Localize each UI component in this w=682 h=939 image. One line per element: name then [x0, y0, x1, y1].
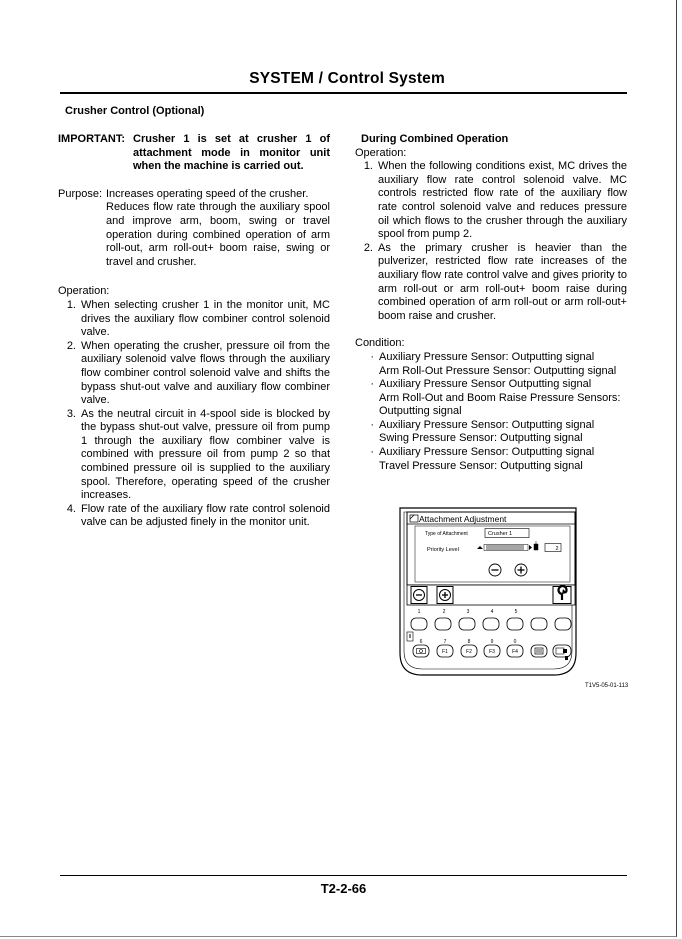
list-item: [58, 503, 330, 530]
screen-plus-button[interactable]: [515, 564, 527, 576]
list-item: [58, 299, 330, 340]
key-number: 9: [490, 639, 494, 645]
key-blank-button[interactable]: [531, 618, 547, 630]
minus-softkey-icon[interactable]: [411, 587, 427, 604]
priority-level-field: [545, 544, 561, 552]
purpose-first-line: Increases operating speed of the crusher.: [106, 187, 309, 200]
step-number: 1.: [363, 160, 373, 173]
footer-rule: [60, 875, 627, 876]
fkey-label: F2: [466, 649, 472, 655]
purpose-text: Reduces flow rate through the auxiliary spool and improve arm, boom, swing or travel operation during combined operation of arm roll-out, arm roll-out+ boom raise, swing or travel and crusher.: [106, 201, 330, 268]
step-number: 1.: [66, 298, 76, 311]
condition-text: Arm Roll-Out Pressure Sensor: Outputting signal: [379, 364, 617, 377]
key-number: 0: [513, 639, 517, 645]
bullet: ·: [370, 446, 374, 459]
step-text: As the primary crusher is heavier than the pulverizer, restricted flow rate increases of the auxiliary flow rate control valve and gives priority to arm roll-out or arm roll-out+ boom raise during combined operation of arm roll-out or arm roll-out+ boom raise and crusher.: [378, 241, 627, 322]
condition-text: Auxiliary Pressure Sensor: Outputting signal: [379, 418, 595, 431]
key-number: 8: [467, 639, 471, 645]
soft-key-bar: [407, 585, 575, 605]
condition-list: [355, 351, 627, 473]
step-text: When the following conditions exist, MC drives the auxiliary flow rate control solenoid valve. MC controls restricted flow rate of the auxiliary flow rate control solenoid valve and reduces pressure oil which flows to the crusher through the auxiliary spool from pump 2.: [378, 160, 627, 241]
header-rule: [60, 92, 627, 94]
purpose-label: Purpose:: [58, 187, 103, 200]
combined-operation-heading: During Combined Operation: [361, 133, 509, 145]
operation-steps: [355, 160, 627, 323]
list-item: [355, 446, 627, 473]
priority-level-value: 2: [555, 546, 559, 552]
operation-steps: [58, 299, 330, 530]
priority-level-label: Priority Level: [427, 547, 459, 553]
right-column: [355, 133, 627, 473]
figure-id: T1V5-05-01-113: [585, 683, 629, 689]
key-number: 6: [419, 639, 423, 645]
attachment-type-value: Crusher 1: [488, 531, 513, 537]
camera-key-button[interactable]: [413, 645, 429, 657]
key-number: 3: [466, 609, 470, 615]
purpose-row: [58, 188, 330, 202]
menu-key-button[interactable]: [531, 645, 547, 657]
condition-label: Condition:: [355, 337, 405, 350]
list-item: [355, 160, 627, 242]
list-item: [355, 378, 627, 419]
operation-label: Operation:: [355, 146, 407, 159]
condition-text: Arm Roll-Out and Boom Raise Pressure Sensors: Outputting signal: [379, 391, 621, 418]
key-number: 1: [417, 609, 421, 615]
important-note: [58, 133, 330, 174]
screen-minus-button[interactable]: [489, 564, 501, 576]
condition-text: Auxiliary Pressure Sensor: Outputting signal: [379, 446, 595, 459]
fkey-label: F3: [489, 649, 495, 655]
key-5-button[interactable]: [507, 618, 523, 630]
key-number: 4: [490, 609, 494, 615]
step-text: As the neutral circuit in 4-spool side is blocked by the bypass shut-out valve, pressure oil from pump 1 through the auxiliary flow combiner valve is combined with pressure oil from pump 2 so that combined pressure oil is supplied to the auxiliary spool. Therefore, operating speed of the crusher increases.: [81, 407, 330, 502]
bullet: ·: [370, 378, 374, 391]
attachment-type-label: Type of Attachment: [425, 531, 468, 537]
step-number: 4.: [66, 502, 76, 515]
fkey-label: F4: [512, 649, 518, 655]
condition-text: Travel Pressure Sensor: Outputting signal: [379, 459, 583, 472]
list-item: [58, 340, 330, 408]
page-title: SYSTEM / Control System: [249, 70, 445, 87]
operation-label: Operation:: [58, 285, 110, 298]
return-softkey-icon[interactable]: [553, 586, 571, 603]
step-text: When selecting crusher 1 in the monitor unit, MC drives the auxiliary flow combiner control solenoid valve.: [81, 298, 330, 339]
fkey-label: F1: [442, 649, 448, 655]
step-number: 3.: [66, 407, 76, 420]
important-text: Crusher 1 is set at crusher 1 of attachment mode in monitor unit when the machine is carried out.: [133, 133, 330, 173]
condition-text: Auxiliary Pressure Sensor Outputting signal: [379, 378, 592, 391]
step-text: Flow rate of the auxiliary flow rate control solenoid valve can be adjusted finely in the monitor unit.: [81, 502, 330, 529]
bullet: ·: [370, 418, 374, 431]
left-column: [58, 133, 330, 530]
condition-text: Auxiliary Pressure Sensor: Outputting signal: [379, 350, 595, 363]
step-number: 2.: [363, 241, 373, 254]
key-4-button[interactable]: [483, 618, 499, 630]
section-heading: Crusher Control (Optional): [65, 105, 205, 117]
key-2-button[interactable]: [435, 618, 451, 630]
bullet: ·: [370, 350, 374, 363]
key-3-button[interactable]: [459, 618, 475, 630]
monitor-unit-illustration: [397, 505, 579, 681]
screen-title: Attachment Adjustment: [419, 514, 507, 524]
list-item: [355, 419, 627, 446]
plus-softkey-icon[interactable]: [437, 587, 453, 604]
list-item: [355, 242, 627, 324]
warning-indicator-icon: [407, 632, 413, 641]
list-item: [58, 408, 330, 503]
key-1-button[interactable]: [411, 618, 427, 630]
page-number: T2-2-66: [320, 881, 367, 896]
step-text: When operating the crusher, pressure oil from the auxiliary solenoid valve flows through the auxiliary flow combiner control solenoid valve and shifts the bypass shut-out valve and auxiliary flow combiner valve.: [81, 339, 330, 407]
key-blank-button[interactable]: [555, 618, 571, 630]
key-number: 7: [443, 639, 447, 645]
important-label: IMPORTANT:: [58, 133, 126, 145]
indicator-mark-icon: [565, 656, 568, 660]
key-number: 5: [514, 609, 518, 615]
condition-text: Swing Pressure Sensor: Outputting signal: [379, 432, 583, 445]
list-item: [355, 351, 627, 378]
step-number: 2.: [66, 339, 76, 352]
key-number: 2: [442, 609, 446, 615]
